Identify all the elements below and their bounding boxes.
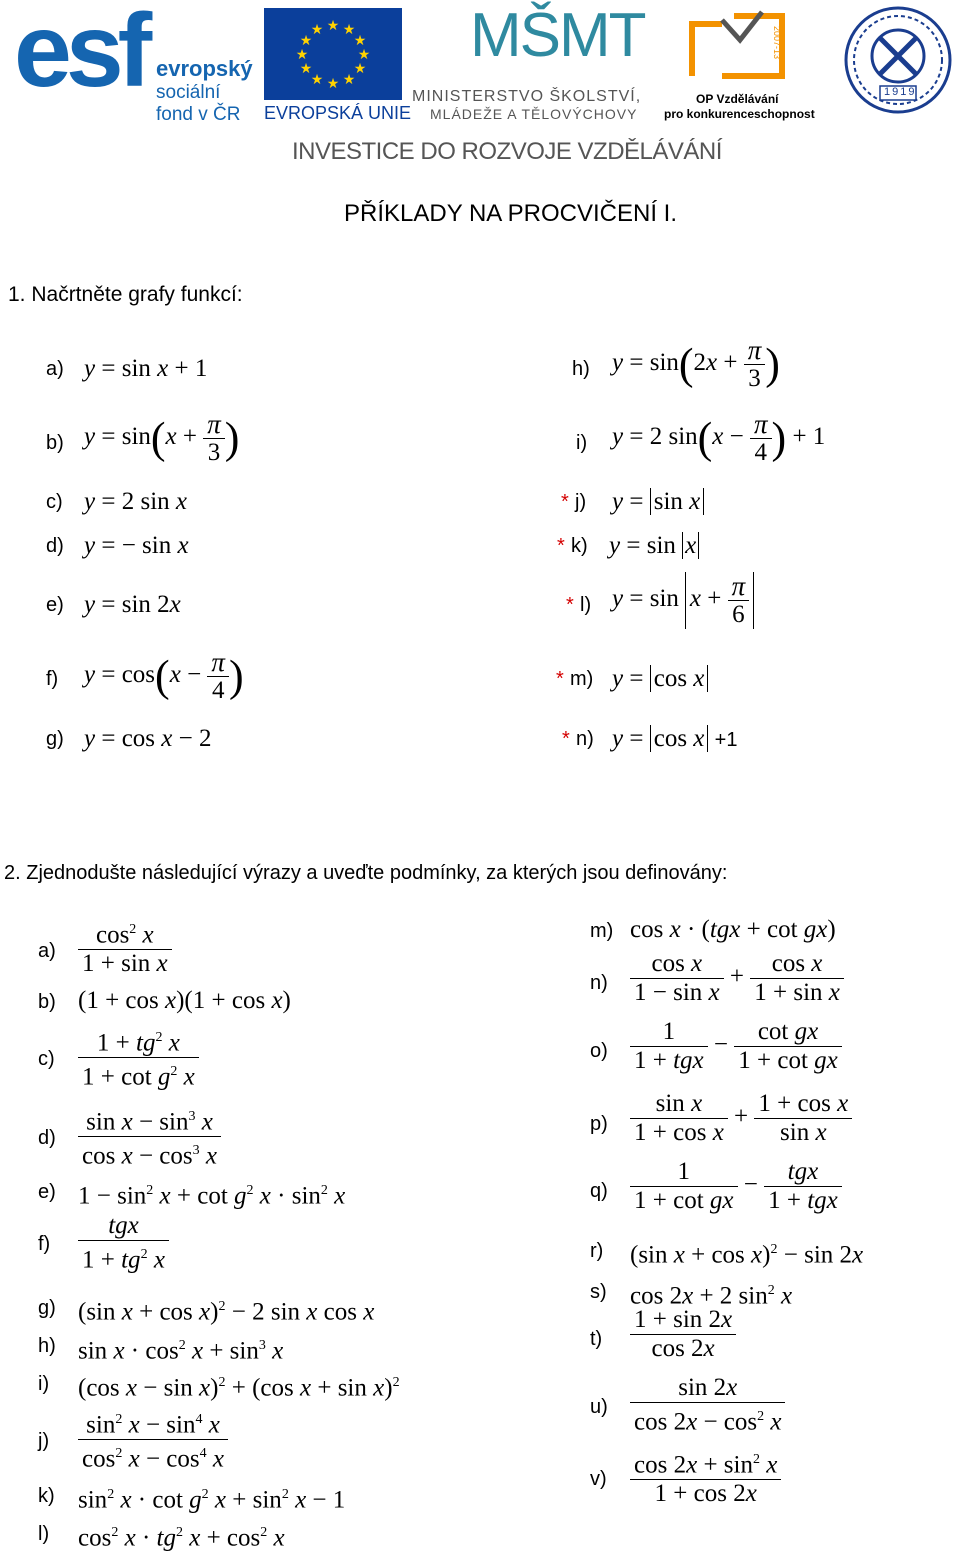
- expr-s: cos 2x + 2 $\sin^2 x$: [630, 1282, 793, 1310]
- esf-logo: [14, 0, 254, 126]
- item-label: l): [580, 594, 592, 616]
- eu-caption: EVROPSKÁ UNIE: [264, 103, 412, 123]
- formula-d: y = − sin x: [84, 532, 189, 559]
- svg-text:★: ★: [342, 72, 356, 88]
- item-label: i): [38, 1373, 50, 1395]
- expr-d: $\frac{\sin x - \sin^3 x}{\cos x - \cos^3 x}$: [78, 1103, 221, 1171]
- expr-f: $\frac{\text{tgx}}{1 + tg^2 x}$: [78, 1212, 169, 1274]
- svg-text:★: ★: [357, 47, 371, 63]
- msmt-mark: MŠMT: [470, 1, 645, 70]
- item-label: a): [46, 358, 64, 380]
- item-label: r): [590, 1240, 604, 1262]
- expr-n: $\frac{\text{cos x}}{\text{1 − sin x}}$ + $\frac{\text{cos x}}{\text{1 + sin x}}$: [630, 950, 844, 1007]
- op-year: 2007-13: [772, 26, 782, 60]
- item-label: d): [46, 535, 64, 557]
- item-label: k): [38, 1485, 55, 1507]
- tagline: INVESTICE DO ROZVOJE VZDĚLÁVÁNÍ: [292, 138, 722, 165]
- eu-flag-icon: [264, 8, 402, 100]
- svg-text:★: ★: [326, 76, 340, 92]
- formula-e: y = sin 2x: [84, 591, 181, 618]
- svg-text:★: ★: [299, 61, 313, 77]
- item-label: b): [38, 991, 56, 1013]
- formula-j: y = sin x: [612, 488, 704, 516]
- formula-f: y = cos(x − $\frac{\pi}{4}$ ): [84, 647, 244, 704]
- expr-e: $1 - \sin^2 x + \cot g^2$ $x \cdot \sin^2 x$: [78, 1182, 346, 1210]
- item-label: c): [46, 491, 63, 513]
- star-marker: *: [557, 535, 565, 557]
- expr-q: $\frac{1}{\text{1 + cot gx}}$ − $\frac{\text{tgx}}{\text{1 + tgx}}$: [630, 1158, 842, 1215]
- star-marker: *: [561, 491, 569, 513]
- item-label: n): [590, 972, 608, 994]
- svg-text:★: ★: [310, 22, 324, 38]
- expr-r: (sin x + cos x)$^2$ − sin 2x: [630, 1241, 864, 1269]
- op-line1: OP Vzdělávání: [696, 92, 779, 106]
- section1-heading: 1. Načrtněte grafy funkcí:: [8, 283, 243, 306]
- formula-n: y = cos x +1: [612, 725, 738, 752]
- expr-o: $\frac{1}{\text{1 + tgx}}$ − $\frac{\text{cot gx}}{\text{1 + cot gx}}$: [630, 1018, 842, 1075]
- page-title: PŘÍKLADY NA PROCVIČENÍ I.: [344, 200, 677, 227]
- esf-line1: evropský: [156, 56, 253, 81]
- item-label: l): [38, 1523, 50, 1545]
- expr-u: $\frac{\sin 2x}{\cos 2x - \cos^2 x}$: [630, 1374, 785, 1436]
- item-label: u): [590, 1396, 608, 1418]
- formula-c: y = 2 sin x: [84, 488, 187, 515]
- item-label: i): [576, 432, 588, 454]
- esf-logo-mark: esf: [14, 0, 147, 109]
- formula-b: y = sin(x + $\frac{\pi}{3}$ ): [84, 409, 240, 466]
- star-marker: *: [566, 594, 574, 616]
- msmt-line2: MLÁDEŽE A TĚLOVÝCHOVY: [430, 106, 638, 122]
- item-label: m): [590, 920, 614, 942]
- svg-text:★: ★: [353, 61, 367, 77]
- expr-j: $\frac{\sin^2 x - \sin^4 x}{\cos^2 x - \cos^4 x}$: [78, 1406, 228, 1474]
- expr-i: (cos x − sin x)$^2$ + (cos x + sin x)$^2$: [78, 1374, 400, 1402]
- esf-line3: fond v ČR: [156, 104, 241, 125]
- expr-h: $\sin x \cdot \cos^2 x + \sin^3 x$: [78, 1337, 284, 1365]
- item-label: g): [38, 1297, 56, 1319]
- item-label: q): [590, 1180, 608, 1202]
- expr-l: $\cos^2 x \cdot tg^2$ $x + \cos^2 x$: [78, 1524, 285, 1552]
- formula-h: y = sin(2x + $\frac{\pi}{3}$ ): [612, 335, 780, 392]
- item-label: h): [38, 1335, 56, 1357]
- expr-v: $\frac{\cos 2x + \sin^2 x}{1 + \cos 2x}$: [630, 1446, 781, 1508]
- svg-text:★: ★: [342, 22, 356, 38]
- item-label: b): [46, 432, 64, 454]
- item-label: j): [575, 491, 587, 513]
- item-label: k): [571, 535, 588, 557]
- item-label: e): [46, 594, 64, 616]
- expr-g: (sin x + cos x)$^2$ − 2 sin x cos x: [78, 1298, 375, 1326]
- svg-text:★: ★: [295, 47, 309, 63]
- op-logo: [662, 6, 822, 124]
- item-label: f): [38, 1233, 51, 1255]
- item-label: g): [46, 728, 64, 750]
- seal-year: 1919: [884, 86, 917, 98]
- item-label: p): [590, 1113, 608, 1135]
- school-seal: [844, 6, 954, 116]
- svg-text:★: ★: [310, 72, 324, 88]
- esf-line2: sociální: [156, 82, 221, 103]
- item-label: j): [38, 1430, 50, 1452]
- op-line2: pro konkurenceschopnost: [664, 107, 815, 121]
- svg-text:★: ★: [326, 18, 340, 34]
- expr-t: $\frac{1 + \sin 2x}{\cos 2x}$: [630, 1306, 736, 1363]
- item-label: d): [38, 1127, 56, 1149]
- item-label: f): [46, 668, 59, 690]
- msmt-line1: MINISTERSTVO ŠKOLSTVÍ,: [412, 88, 642, 105]
- item-label: t): [590, 1328, 603, 1350]
- expr-m: cos x · (tgx + cot gx): [630, 916, 836, 943]
- eu-logo: [264, 8, 412, 126]
- item-label: c): [38, 1048, 55, 1070]
- item-label: a): [38, 940, 56, 962]
- expr-a: $\frac{\cos^2 x}{\text{1 + sin x}}$: [78, 916, 172, 978]
- formula-a: y = sin x + 1: [84, 355, 208, 382]
- item-label: v): [590, 1468, 607, 1490]
- item-label: o): [590, 1040, 608, 1062]
- section2-heading: 2. Zjednodušte následující výrazy a uveďte podmínky, za kterých jsou definovány:: [4, 862, 728, 884]
- star-marker: *: [556, 668, 564, 690]
- expr-b: (1 + cos x)(1 + cos x): [78, 987, 291, 1014]
- item-label: n): [576, 728, 594, 750]
- expr-p: $\frac{\text{sin x}}{\text{1 + cos x}}$ + $\frac{\text{1 + cos x}}{\text{sin x}}$: [630, 1090, 852, 1147]
- formula-g: y = cos x − 2: [84, 725, 212, 752]
- svg-text:★: ★: [353, 33, 367, 49]
- svg-text:★: ★: [299, 33, 313, 49]
- item-label: s): [590, 1281, 607, 1303]
- expr-k: $\sin^2 x \cdot \cot g^2$ $x + \sin^2 x - 1$: [78, 1486, 346, 1514]
- item-label: m): [570, 668, 594, 690]
- expr-c: $\frac{1 + tg^2 x}{1 + \cot g^2 x}$: [78, 1024, 199, 1092]
- formula-k: y = sin x: [609, 532, 699, 560]
- formula-m: y = cos x: [612, 665, 708, 693]
- item-label: h): [572, 358, 590, 380]
- formula-l: y = sin x + $\frac{\pi}{6}$: [612, 572, 754, 629]
- item-label: e): [38, 1181, 56, 1203]
- star-marker: *: [562, 728, 570, 750]
- msmt-logo: [412, 1, 656, 126]
- formula-i: y = 2 sin(x − $\frac{\pi}{4}$ ) + 1: [612, 409, 826, 466]
